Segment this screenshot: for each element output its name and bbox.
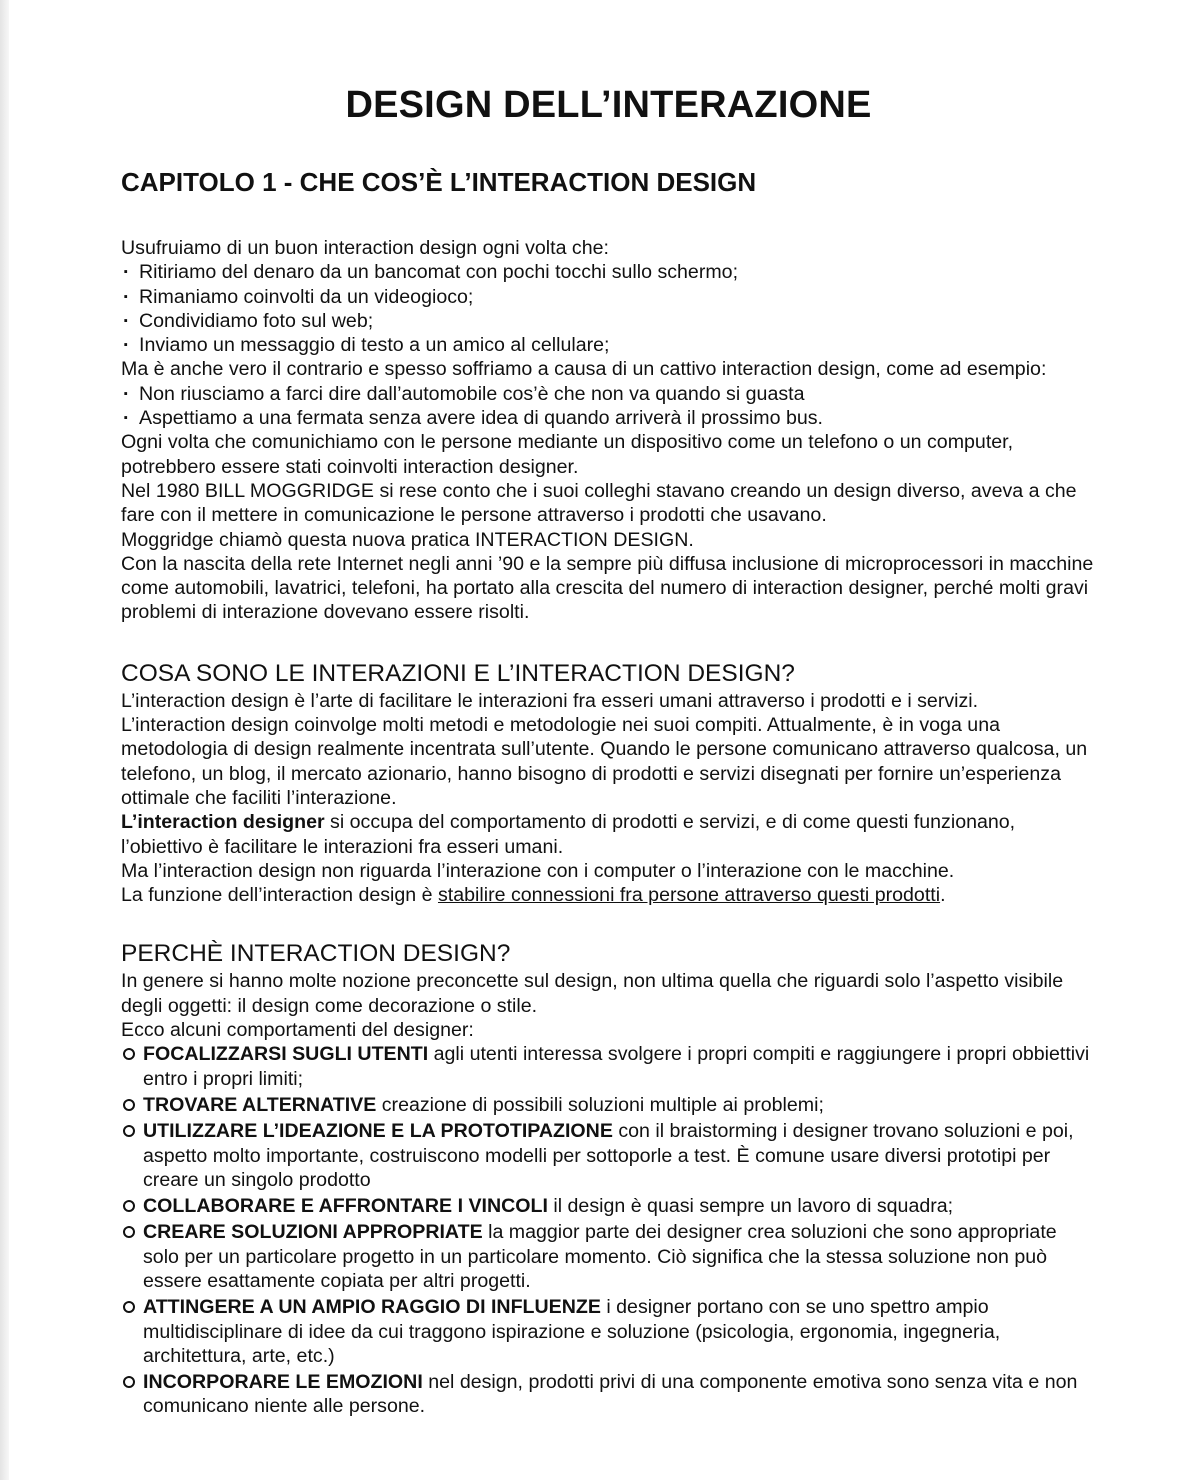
preconceptions-paragraph: In genere si hanno molte nozione preconcette sul design, non ultima quella che riguardi solo l’aspetto visibile degli oggetti: il design come decorazione o stile. [121, 970, 1064, 1017]
behaviour-item [121, 1194, 1096, 1218]
function-paragraph [121, 883, 1096, 907]
intro-paragraph: Ogni volta che comunichiamo con le persone mediante un dispositivo come un telefono o un computer, potrebbero essere stati coinvolti interaction designer. [121, 431, 1014, 478]
behaviour-item [121, 1220, 1096, 1293]
section-heading-why: PERCHÈ INTERACTION DESIGN? [121, 940, 511, 968]
behaviours-list [121, 1042, 1096, 1418]
function-end: . [940, 884, 946, 907]
good-example-item: · Ritiriamo del denaro da un bancomat con pochi tocchi sullo schermo; [121, 260, 1096, 284]
designer-term: L’interaction designer [121, 811, 325, 834]
behaviour-item [121, 1119, 1096, 1192]
behaviours-lead: Ecco alcuni comportamenti del designer: [121, 1019, 474, 1042]
behaviour-item [121, 1093, 1096, 1117]
intro-lead: Usufruiamo di un buon interaction design ogni volta che: [121, 237, 609, 259]
behaviour-text: i designer portano con se uno spettro ampio multidisciplinare di idee da cui traggono ispirazione e soluzione (psicologia, ergonomia, ingegneria, architettura, arte, etc.) [143, 1296, 1001, 1367]
bad-example-item: · Non riusciamo a farci dire dall’automobile cos’è che non va quando si guasta [121, 382, 1096, 406]
behaviour-title: TROVARE ALTERNATIVE [143, 1093, 377, 1116]
behaviour-text: il design è quasi sempre un lavoro di squadra; [547, 1195, 954, 1218]
behaviour-text: creazione di possibili soluzioni multiple ai problemi; [376, 1093, 824, 1116]
circle-bullet-icon [123, 1376, 135, 1388]
moggridge-naming: Moggridge chiamò questa nuova pratica INTERACTION DESIGN. [121, 528, 694, 551]
document-title: DESIGN DELL’INTERAZIONE [345, 84, 872, 126]
section-heading-interactions: COSA SONO LE INTERAZIONI E L’INTERACTION DESIGN? [121, 659, 795, 687]
contrary-paragraph: Ma è anche vero il contrario e spesso soffriamo a causa di un cattivo interaction design, come ad esempio: [121, 358, 1047, 381]
behaviour-item [121, 1370, 1096, 1419]
circle-bullet-icon [123, 1099, 135, 1111]
behaviour-title: FOCALIZZARSI SUGLI UTENTI [143, 1043, 429, 1066]
circle-bullet-icon [123, 1301, 135, 1313]
internet-paragraph: Con la nascita della rete Internet negli anni ’90 e la sempre più diffusa inclusione di microprocessori in macchine come automobili, lavatrici, telefoni, ha portato alla crescita del numero di interaction designer, perché molti gravi problemi di interazione dovevano essere risolti. [121, 552, 1094, 624]
bad-example-item: · Aspettiamo a una fermata senza avere idea di quando arriverà il prossimo bus. [121, 406, 1096, 430]
circle-bullet-icon [123, 1125, 135, 1137]
designer-paragraph [121, 810, 1096, 859]
circle-bullet-icon [123, 1200, 135, 1212]
behaviour-item [121, 1042, 1096, 1091]
function-lead: La funzione dell’interaction design è [121, 884, 438, 907]
behaviour-title: UTILIZZARE L’IDEAZIONE E LA PROTOTIPAZIONE [143, 1120, 613, 1143]
behaviour-title: INCORPORARE LE EMOZIONI [143, 1371, 423, 1394]
designer-description: si occupa del comportamento di prodotti e servizi, e di come questi funzionano, l’obiettivo è facilitare le interazioni fra esseri umani. [121, 811, 1016, 858]
circle-bullet-icon [123, 1048, 135, 1060]
chapter-title: CAPITOLO 1 - CHE COS’È L’INTERACTION DESIGN [121, 167, 757, 197]
behaviour-text: nel design, prodotti privi di una componente emotiva sono senza vita e non comunicano niente alle persone. [143, 1371, 1078, 1418]
definition-paragraph: L’interaction design è l’arte di facilitare le interazioni fra esseri umani attraverso i prodotti e i servizi. [121, 689, 979, 712]
good-example-item: · Condividiamo foto sul web; [121, 309, 1096, 333]
function-underlined: stabilire connessioni fra persone attraverso questi prodotti [437, 884, 941, 907]
document-page [121, 82, 1096, 1421]
circle-bullet-icon [123, 1226, 135, 1238]
why-section [121, 969, 1096, 1418]
behaviour-title: COLLABORARE E AFFRONTARE I VINCOLI [143, 1195, 548, 1218]
behaviour-item [121, 1295, 1096, 1368]
behaviour-title: ATTINGERE A UN AMPIO RAGGIO DI INFLUENZE [143, 1296, 601, 1319]
methods-paragraph: L’interaction design coinvolge molti metodi e metodologie nei suoi compiti. Attualmente, è in voga una metodologia di design realmente incentrata sull’utente. Quando le persone comunicano attraverso qualcosa, un telefono, un blog, il mercato azionario, hanno bisogno di prodotti e servizi disegnati per fornire un’esperienza ottimale che faciliti l’interazione. [121, 714, 1088, 809]
behaviour-text: con il braistorming i designer trovano soluzioni e poi, aspetto molto importante, costruiscono modelli per sottoporle a test. È comune usare diversi prototipi per creare un singolo prodotto [143, 1120, 1074, 1191]
moggridge-paragraph: Nel 1980 BILL MOGGRIDGE si rese conto che i suoi colleghi stavano creando un design diverso, aveva a che fare con il mettere in comunicazione le persone attraverso i prodotti che usavano. [121, 479, 1077, 527]
intro-section [121, 236, 1096, 625]
good-example-item: · Rimaniamo coinvolti da un videogioco; [121, 285, 1096, 309]
behaviour-text: la maggior parte dei designer crea soluzioni che sono appropriate solo per un particolare progetto in un particolare momento. Ciò significa che la stessa soluzione non può essere esattamente copiata per altri progetti. [143, 1221, 1057, 1292]
behaviour-title: CREARE SOLUZIONI APPROPRIATE [143, 1221, 483, 1244]
behaviour-text: agli utenti interessa svolgere i propri compiti e raggiungere i propri obbiettivi entro i propri limiti; [143, 1043, 1090, 1090]
good-example-item: · Inviamo un messaggio di testo a un amico al cellulare; [121, 333, 1096, 357]
page-edge-shadow [0, 0, 9, 1480]
interactions-section [121, 689, 1096, 908]
scope-paragraph: Ma l’interaction design non riguarda l’interazione con i computer o l’interazione con le macchine. [121, 859, 955, 882]
